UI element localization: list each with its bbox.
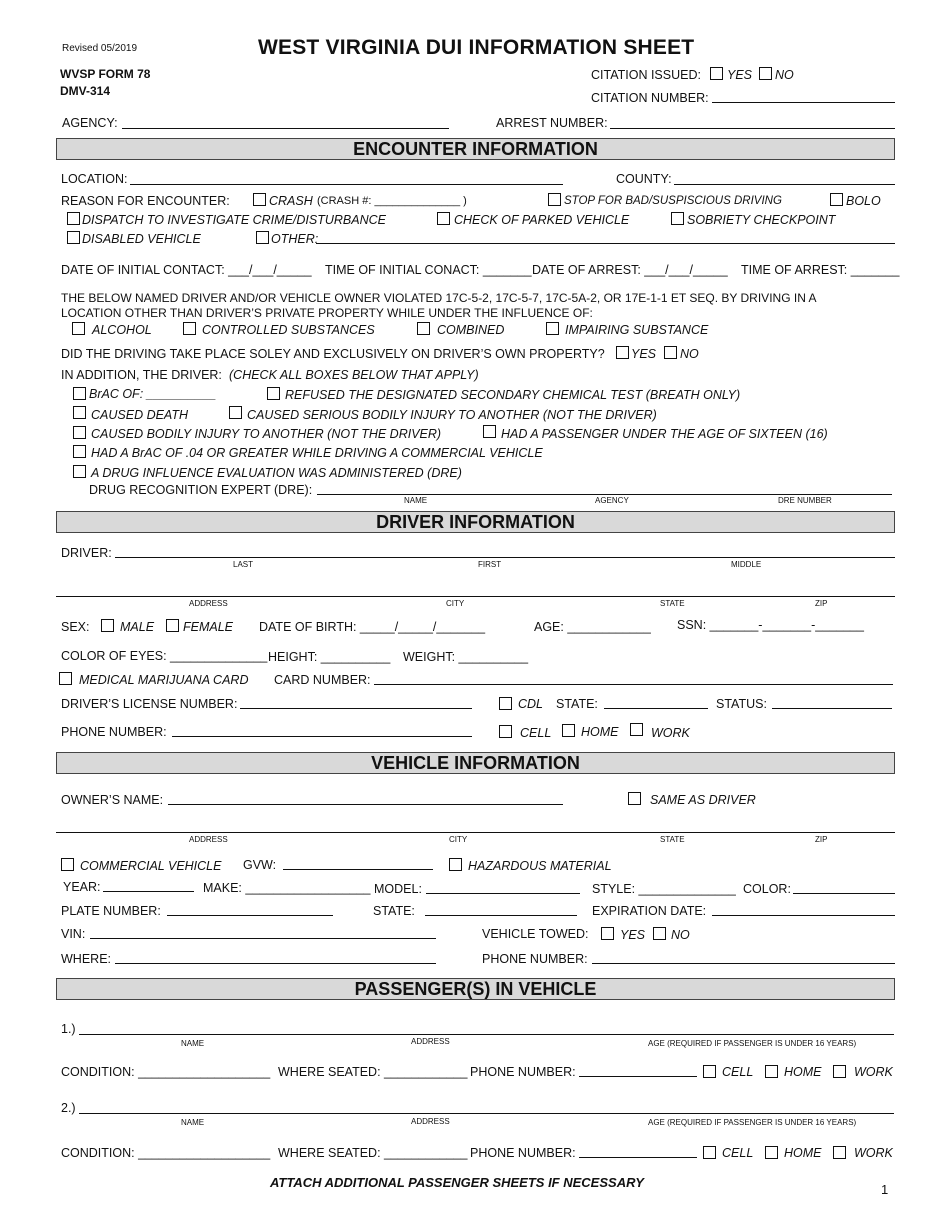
revised-date: Revised 05/2019: [62, 43, 138, 54]
stop-label: STOP FOR BAD/SUSPISCIOUS DRIVING: [564, 195, 782, 207]
passenger2-cell-label: CELL: [722, 1146, 754, 1160]
controlled-label: CONTROLLED SUBSTANCES: [202, 323, 375, 337]
citation-number-label: CITATION NUMBER:: [591, 91, 709, 105]
check-all-note: (CHECK ALL BOXES BELOW THAT APPLY): [229, 368, 479, 382]
combined-checkbox[interactable]: [417, 322, 430, 335]
expiration-label: EXPIRATION DATE:: [592, 904, 707, 918]
citation-no-label: NO: [775, 68, 794, 82]
license-state-field[interactable]: [604, 708, 708, 709]
towed-yes-checkbox[interactable]: [601, 927, 614, 940]
plate-label: PLATE NUMBER:: [61, 904, 161, 918]
card-number-label: CARD NUMBER:: [274, 673, 371, 687]
owner-city-caption: CITY: [449, 835, 468, 844]
crash-number-field[interactable]: (CRASH #: ______________ ): [317, 195, 467, 207]
death-checkbox[interactable]: [73, 406, 86, 419]
dmv-number: DMV-314: [60, 84, 111, 98]
parked-checkbox[interactable]: [437, 212, 450, 225]
controlled-checkbox[interactable]: [183, 322, 196, 335]
passenger1-number: 1.): [61, 1022, 76, 1036]
male-label: MALE: [120, 620, 155, 634]
ssn-field[interactable]: SSN: _______-_______-_______: [677, 618, 864, 632]
first-caption: FIRST: [478, 560, 502, 569]
refused-checkbox[interactable]: [267, 387, 280, 400]
dre-number-caption: DRE NUMBER: [778, 496, 832, 505]
passenger1-work-checkbox[interactable]: [833, 1065, 846, 1078]
gvw-field[interactable]: [283, 869, 433, 870]
plate-field[interactable]: [167, 915, 333, 916]
dre-field[interactable]: [317, 494, 892, 495]
other-field[interactable]: [316, 243, 895, 244]
driver-city-caption: CITY: [446, 599, 465, 608]
owner-address-caption: ADDRESS: [189, 835, 228, 844]
owner-zip-caption: ZIP: [815, 835, 828, 844]
crash-checkbox[interactable]: [253, 193, 266, 206]
passenger1-home-label: HOME: [784, 1065, 822, 1079]
marijuana-label: MEDICAL MARIJUANA CARD: [79, 673, 249, 687]
dispatch-label: DISPATCH TO INVESTIGATE CRIME/DISTURBANCE: [82, 213, 386, 227]
parked-label: CHECK OF PARKED VEHICLE: [454, 213, 630, 227]
page-number: 1: [881, 1182, 889, 1197]
disabled-checkbox[interactable]: [67, 231, 80, 244]
bolo-label: BOLO: [846, 194, 881, 208]
alcohol-label: ALCOHOL: [92, 323, 152, 337]
year-label: YEAR:: [63, 880, 101, 894]
vehicle-section-heading: VEHICLE INFORMATION: [56, 752, 895, 774]
license-field[interactable]: [240, 708, 472, 709]
passenger2-seated-field[interactable]: WHERE SEATED: ____________: [278, 1146, 468, 1160]
driver-phone-field[interactable]: [172, 736, 472, 737]
bolo-checkbox[interactable]: [830, 193, 843, 206]
dob-field[interactable]: DATE OF BIRTH: _____/_____/_______: [259, 620, 486, 634]
death-label: CAUSED DEATH: [91, 408, 189, 422]
brac-field[interactable]: BrAC OF: __________: [89, 387, 217, 401]
in-addition-label: IN ADDITION, THE DRIVER:: [61, 368, 222, 382]
dre-admin-label: A DRUG INFLUENCE EVALUATION WAS ADMINISTERED (DRE): [91, 466, 462, 480]
passenger2-work-label: WORK: [854, 1146, 893, 1160]
commercial-brac-label: HAD A BrAC OF .04 OR GREATER WHILE DRIVING A COMMERCIAL VEHICLE: [91, 446, 543, 460]
tow-phone-label: PHONE NUMBER:: [482, 952, 588, 966]
towed-no-checkbox[interactable]: [653, 927, 666, 940]
eye-color-field[interactable]: COLOR OF EYES: ______________: [61, 649, 268, 663]
passenger1-work-label: WORK: [854, 1065, 893, 1079]
dre-admin-checkbox[interactable]: [73, 465, 86, 478]
serious-injury-label: CAUSED SERIOUS BODILY INJURY TO ANOTHER (NOT THE DRIVER): [247, 408, 657, 422]
cdl-checkbox[interactable]: [499, 697, 512, 710]
passenger2-home-label: HOME: [784, 1146, 822, 1160]
passenger2-age-caption: AGE (REQUIRED IF PASSENGER IS UNDER 16 YEARS): [648, 1118, 857, 1127]
citation-yes-label: YES: [727, 68, 753, 82]
passenger2-home-checkbox[interactable]: [765, 1146, 778, 1159]
color-label: COLOR:: [743, 882, 791, 896]
combined-label: COMBINED: [437, 323, 505, 337]
driver-cell-label: CELL: [520, 726, 552, 740]
passenger1-name-field[interactable]: [79, 1034, 894, 1035]
license-status-label: STATUS:: [716, 697, 767, 711]
date-initial-contact[interactable]: DATE OF INITIAL CONTACT: ___/___/_____: [61, 263, 312, 277]
female-checkbox[interactable]: [166, 619, 179, 632]
citation-issued-label: CITATION ISSUED:: [591, 68, 701, 82]
driver-home-label: HOME: [581, 725, 619, 739]
model-field[interactable]: [426, 893, 580, 894]
passenger1-cell-label: CELL: [722, 1065, 754, 1079]
plate-state-field[interactable]: [425, 915, 577, 916]
marijuana-checkbox[interactable]: [59, 672, 72, 685]
passenger16-label: HAD A PASSENGER UNDER THE AGE OF SIXTEEN (16): [501, 427, 828, 441]
footer-note: ATTACH ADDITIONAL PASSENGER SHEETS IF NECESSARY: [270, 1175, 644, 1190]
sobriety-checkbox[interactable]: [671, 212, 684, 225]
tow-phone-field[interactable]: [592, 963, 895, 964]
commercial-vehicle-label: COMMERCIAL VEHICLE: [80, 859, 222, 873]
arrest-number-field[interactable]: [610, 128, 895, 129]
other-checkbox[interactable]: [256, 231, 269, 244]
passenger1-phone-field[interactable]: [579, 1076, 697, 1077]
passenger1-seated-field[interactable]: WHERE SEATED: ____________: [278, 1065, 468, 1079]
serious-injury-checkbox[interactable]: [229, 406, 242, 419]
vin-field[interactable]: [90, 938, 436, 939]
passenger1-home-checkbox[interactable]: [765, 1065, 778, 1078]
owner-state-caption: STATE: [660, 835, 685, 844]
location-field[interactable]: [130, 184, 563, 185]
passenger2-phone-field[interactable]: [579, 1157, 697, 1158]
passenger2-address-caption: ADDRESS: [411, 1117, 450, 1126]
driver-home-checkbox[interactable]: [562, 724, 575, 737]
license-status-field[interactable]: [772, 708, 892, 709]
passenger2-cell-checkbox[interactable]: [703, 1146, 716, 1159]
weight-field[interactable]: WEIGHT: __________: [403, 650, 529, 664]
license-label: DRIVER’S LICENSE NUMBER:: [61, 697, 238, 711]
passenger2-condition-field[interactable]: CONDITION: ___________________: [61, 1146, 271, 1160]
own-property-yes-checkbox[interactable]: [616, 346, 629, 359]
expiration-field[interactable]: [712, 915, 895, 916]
year-field[interactable]: [103, 891, 194, 892]
agency-field[interactable]: [122, 128, 449, 129]
own-property-question: DID THE DRIVING TAKE PLACE SOLEY AND EXCLUSIVELY ON DRIVER’S OWN PROPERTY?: [61, 347, 605, 361]
male-checkbox[interactable]: [101, 619, 114, 632]
towed-no-label: NO: [671, 928, 690, 942]
dre-name-caption: NAME: [404, 496, 428, 505]
violation-text-line1: THE BELOW NAMED DRIVER AND/OR VEHICLE OWNER VIOLATED 17C-5-2, 17C-5-7, 17C-5A-2, OR 17E-1-1 ET SEQ. BY DRIVING IN A: [61, 291, 817, 305]
citation-no-checkbox[interactable]: [759, 67, 772, 80]
bodily-injury-checkbox[interactable]: [73, 426, 86, 439]
towed-yes-label: YES: [620, 928, 646, 942]
time-initial-contact[interactable]: TIME OF INITIAL CONACT: _______: [325, 263, 532, 277]
own-property-no-checkbox[interactable]: [664, 346, 677, 359]
impairing-checkbox[interactable]: [546, 322, 559, 335]
passenger1-phone-label: PHONE NUMBER:: [470, 1065, 576, 1079]
same-as-driver-checkbox[interactable]: [628, 792, 641, 805]
commercial-vehicle-checkbox[interactable]: [61, 858, 74, 871]
time-arrest[interactable]: TIME OF ARREST: _______: [741, 263, 900, 277]
passenger2-name-field[interactable]: [79, 1113, 894, 1114]
driver-state-caption: STATE: [660, 599, 685, 608]
hazmat-label: HAZARDOUS MATERIAL: [468, 859, 612, 873]
sobriety-label: SOBRIETY CHECKPOINT: [687, 213, 836, 227]
passenger1-cell-checkbox[interactable]: [703, 1065, 716, 1078]
hazmat-checkbox[interactable]: [449, 858, 462, 871]
form-number: WVSP FORM 78: [60, 67, 151, 81]
owner-field[interactable]: [168, 804, 563, 805]
owner-address-field[interactable]: [56, 832, 895, 833]
county-field[interactable]: [674, 184, 895, 185]
bodily-injury-label: CAUSED BODILY INJURY TO ANOTHER (NOT THE DRIVER): [91, 427, 442, 441]
crash-label: CRASH: [269, 194, 313, 208]
driver-phone-label: PHONE NUMBER:: [61, 725, 167, 739]
card-number-field[interactable]: [374, 684, 893, 685]
dispatch-checkbox[interactable]: [67, 212, 80, 225]
dre-label: DRUG RECOGNITION EXPERT (DRE):: [89, 483, 313, 497]
own-property-yes-label: YES: [631, 347, 657, 361]
color-field[interactable]: [793, 893, 895, 894]
passenger1-condition-field[interactable]: CONDITION: ___________________: [61, 1065, 271, 1079]
page-title: WEST VIRGINIA DUI INFORMATION SHEET: [258, 36, 695, 59]
plate-state-label: STATE:: [373, 904, 415, 918]
passenger16-checkbox[interactable]: [483, 425, 496, 438]
driver-name-field[interactable]: [115, 557, 895, 558]
passenger1-name-caption: NAME: [181, 1039, 205, 1048]
other-label: OTHER:: [271, 232, 319, 246]
middle-caption: MIDDLE: [731, 560, 762, 569]
driver-address-field[interactable]: [56, 596, 895, 597]
gvw-label: GVW:: [243, 858, 277, 872]
passengers-section-heading: PASSENGER(S) IN VEHICLE: [56, 978, 895, 1000]
same-as-driver-label: SAME AS DRIVER: [650, 793, 756, 807]
height-field[interactable]: HEIGHT: __________: [268, 650, 391, 664]
owner-label: OWNER’S NAME:: [61, 793, 164, 807]
impairing-label: IMPAIRING SUBSTANCE: [565, 323, 709, 337]
where-field[interactable]: [115, 963, 436, 964]
driver-address-caption: ADDRESS: [189, 599, 228, 608]
make-field[interactable]: MAKE: __________________: [203, 881, 371, 895]
driver-zip-caption: ZIP: [815, 599, 828, 608]
own-property-no-label: NO: [680, 347, 699, 361]
driver-work-label: WORK: [651, 726, 690, 740]
passenger2-work-checkbox[interactable]: [833, 1146, 846, 1159]
passenger2-phone-label: PHONE NUMBER:: [470, 1146, 576, 1160]
stop-checkbox[interactable]: [548, 193, 561, 206]
reason-label: REASON FOR ENCOUNTER:: [61, 194, 230, 208]
age-field[interactable]: AGE: ____________: [534, 620, 651, 634]
passenger1-age-caption: AGE (REQUIRED IF PASSENGER IS UNDER 16 YEARS): [648, 1039, 857, 1048]
citation-yes-checkbox[interactable]: [710, 67, 723, 80]
driver-label: DRIVER:: [61, 546, 112, 560]
driver-cell-checkbox[interactable]: [499, 725, 512, 738]
citation-number-field[interactable]: [712, 102, 895, 103]
vin-label: VIN:: [61, 927, 86, 941]
arrest-number-label: ARREST NUMBER:: [496, 116, 608, 130]
passenger2-name-caption: NAME: [181, 1118, 205, 1127]
commercial-brac-checkbox[interactable]: [73, 445, 86, 458]
style-field[interactable]: STYLE: ______________: [592, 882, 736, 896]
passenger2-number: 2.): [61, 1101, 76, 1115]
towed-label: VEHICLE TOWED:: [482, 927, 589, 941]
disabled-label: DISABLED VEHICLE: [82, 232, 201, 246]
model-label: MODEL:: [374, 882, 422, 896]
female-label: FEMALE: [183, 620, 234, 634]
last-caption: LAST: [233, 560, 254, 569]
sex-label: SEX:: [61, 620, 90, 634]
county-label: COUNTY:: [616, 172, 672, 186]
refused-label: REFUSED THE DESIGNATED SECONDARY CHEMICAL TEST (BREATH ONLY): [285, 388, 741, 402]
brac-checkbox[interactable]: [73, 387, 86, 400]
agency-label: AGENCY:: [62, 116, 118, 130]
passenger1-address-caption: ADDRESS: [411, 1037, 450, 1046]
license-state-label: STATE:: [556, 697, 598, 711]
driver-work-checkbox[interactable]: [630, 723, 643, 736]
encounter-section-heading: ENCOUNTER INFORMATION: [56, 138, 895, 160]
where-label: WHERE:: [61, 952, 111, 966]
date-arrest[interactable]: DATE OF ARREST: ___/___/_____: [532, 263, 728, 277]
alcohol-checkbox[interactable]: [72, 322, 85, 335]
location-label: LOCATION:: [61, 172, 128, 186]
driver-section-heading: DRIVER INFORMATION: [56, 511, 895, 533]
cdl-label: CDL: [518, 697, 544, 711]
dre-agency-caption: AGENCY: [595, 496, 629, 505]
violation-text-line2: LOCATION OTHER THAN DRIVER’S PRIVATE PROPERTY WHILE UNDER THE INFLUENCE OF:: [61, 306, 593, 320]
